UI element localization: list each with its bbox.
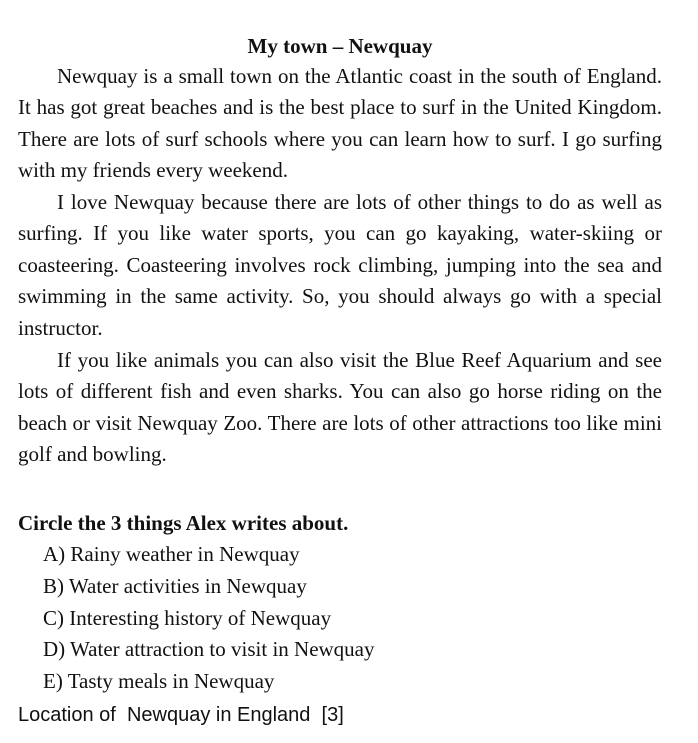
answer-option-b[interactable]: B) Water activities in Newquay <box>43 573 307 598</box>
answer-option-location[interactable]: Location of Newquay in England [3] <box>18 704 344 726</box>
answer-option-e[interactable]: E) Tasty meals in Newquay <box>43 669 275 694</box>
answer-option-d[interactable]: D) Water attraction to visit in Newquay <box>43 637 375 662</box>
paragraph-surfing: Newquay is a small town on the Atlantic coast in the south of England. It has got great beaches and is the best place to surf in the United Kingdom. There are lots of surf schools where you can learn how to surf. I go surfing with my friends every weekend. <box>18 64 662 183</box>
answer-option-c[interactable]: C) Interesting history of Newquay <box>43 605 332 630</box>
paragraph-attractions: If you like animals you can also visit the Blue Reef Aquarium and see lots of different fish and even sharks. You can also go horse riding on the beach or visit Newquay Zoo. There are lots of other attractions too like mini golf and bowling. <box>18 348 662 467</box>
question-prompt: Circle the 3 things Alex writes about. <box>18 511 349 535</box>
page-title: My town – Newquay <box>247 34 433 58</box>
answer-options-list <box>43 539 375 698</box>
paragraph-water-sports: I love Newquay because there are lots of other things to do as well as surfing. If you like water sports, you can go kayaking, water-skiing or coasteering. Coasteering involves rock climbing, jumping into the sea and swimming in the same activity. So, you should always go with a special instructor. <box>18 190 662 340</box>
answer-option-a[interactable]: A) Rainy weather in Newquay <box>43 542 300 566</box>
